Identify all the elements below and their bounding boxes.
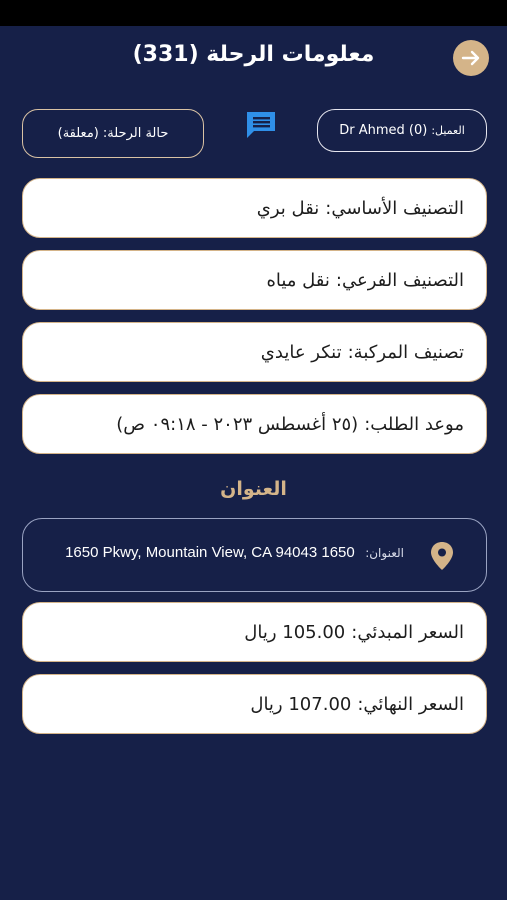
sub-category-label: التصنيف الفرعي:: [335, 269, 464, 291]
request-time-card: [22, 394, 487, 454]
status-bar: [0, 0, 507, 26]
main-category-card: [22, 178, 487, 238]
main-category-label: التصنيف الأساسي:: [325, 197, 464, 219]
chat-icon: [245, 110, 277, 140]
address-field[interactable]: [22, 518, 487, 592]
client-value: (Dr Ahmed (0: [339, 123, 428, 138]
client-label: العميل:: [431, 124, 465, 137]
chat-button[interactable]: [245, 110, 277, 140]
initial-price-card: [22, 602, 487, 662]
vehicle-category-card: [22, 322, 487, 382]
location-pin-icon: [429, 541, 455, 571]
arrow-right-icon: [460, 47, 482, 69]
initial-price-label: السعر المبدئي:: [351, 621, 464, 643]
header: [0, 26, 507, 88]
main-category-value: نقل بري: [256, 197, 320, 219]
final-price-value: 107.00 ريال: [250, 693, 352, 715]
trip-status-badge: [22, 109, 204, 158]
final-price-label: السعر النهائي:: [357, 693, 464, 715]
initial-price-value: 105.00 ريال: [244, 621, 346, 643]
final-price-card: [22, 674, 487, 734]
trip-status-value: (معلقة): [57, 126, 99, 141]
address-label: العنوان:: [365, 546, 404, 560]
client-badge: [317, 109, 487, 152]
sub-category-card: [22, 250, 487, 310]
address-value: 1650 Pkwy, Mountain View, CA 94043 1650: [65, 544, 355, 561]
vehicle-category-label: تصنيف المركبة:: [347, 341, 464, 363]
request-time-value: (٢٥ أغسطس ٢٠٢٣ - ٠٩:١٨ ص): [116, 413, 359, 435]
page-title: معلومات الرحلة (331): [132, 42, 375, 67]
vehicle-category-value: تنكر عايدي: [260, 341, 342, 363]
sub-category-value: نقل مياه: [266, 269, 330, 291]
address-text: [49, 544, 404, 561]
trip-status-label: حالة الرحلة:: [102, 126, 169, 141]
request-time-label: موعد الطلب:: [364, 413, 464, 435]
back-button[interactable]: [453, 40, 489, 76]
address-section-title: العنوان: [220, 478, 287, 500]
